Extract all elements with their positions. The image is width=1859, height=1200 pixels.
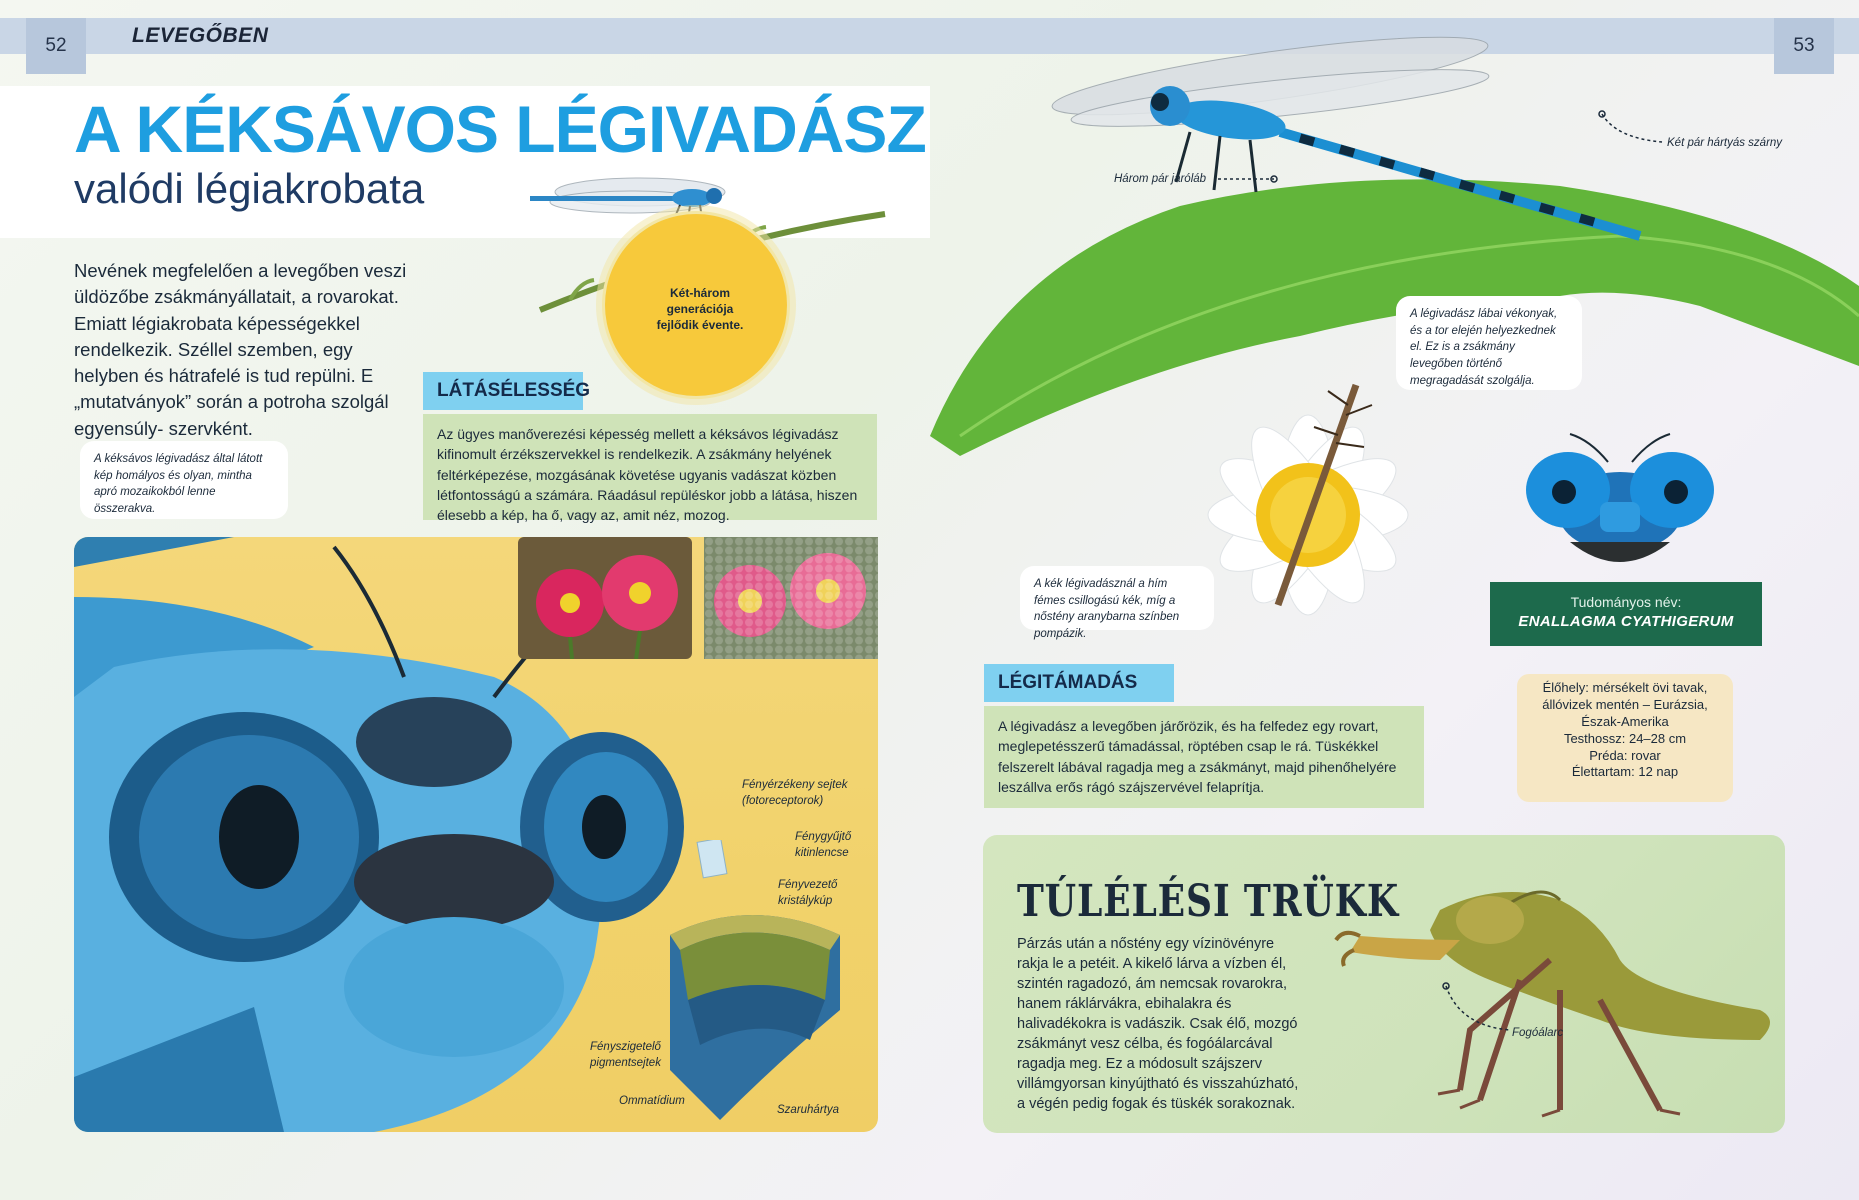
page-title: A KÉKSÁVOS LÉGIVADÁSZ (74, 92, 926, 166)
generations-text: Két-három generációja fejlődik évente. (656, 286, 744, 333)
label-wings: Két pár hártyás szárny (1667, 137, 1783, 149)
fact-habitat-1: Élőhely: mérsékelt övi tavak, (1542, 680, 1708, 695)
larva-illustration (1320, 840, 1790, 1130)
section-title: LEVEGŐBEN (132, 24, 269, 47)
flower-photo-sharp (518, 537, 692, 659)
intro-paragraph: Nevének megfelelően a levegőben veszi üldözőbe zsákmányállatait, a rovarokat. Emiatt légiakrobata képességekkel rendelkezik. Széllel szemben, egy helyben és hátrafelé is tud repülni. E „mutatványok” során a potroha szolgál egyensúly- szervként. (74, 260, 407, 439)
label-catching-mask: Fogóálarc (1512, 1027, 1564, 1039)
label-legs: Három pár járóláb (1114, 173, 1207, 185)
label-ommatidium: Ommatídium (619, 1095, 685, 1107)
label-crystal-cone: Fényvezető kristálykúp (778, 879, 838, 907)
survival-title: TÚLÉLÉSI TRÜKK (1017, 876, 1400, 927)
leader-line-legs (1218, 172, 1278, 186)
vision-note-bubble: A kéksávos légivadász által látott kép homályos és olyan, mintha apró mozaikokból lenne összerakva. (80, 441, 288, 519)
survival-text: Párzás után a nőstény egy vízinövényre rakja le a petéit. A kikelő lárva a vízben él, szintén ragadozó, ám nemcsak rovarokra, hanem ráklárvákra, ebihalakra és halivadékokra is vadászik. Csak élő, mozgó zsákmányt vesz célba, és fogóálarcával ragadja meg. Ez a módosult szájszerv villámgyorsan kinyújtható és visszahúzható, a végén pedig fogak és tüskék sorakoznak. (1017, 936, 1299, 1112)
dragonfly-face-illustration (1520, 432, 1720, 582)
species-facts (1517, 680, 1733, 781)
attack-tab: LÉGITÁMADÁS (984, 664, 1174, 702)
fact-body-length: Testhossz: 24–28 cm (1563, 730, 1687, 746)
fact-habitat-3: Észak-Amerika (1581, 713, 1669, 729)
page-number-right: 53 (1774, 18, 1834, 74)
label-photoreceptors: Fényérzékeny sejtek (fotoreceptorok) (742, 779, 848, 807)
label-lens: Fénygyűjtő kitinlencse (795, 831, 852, 859)
leader-line-wings (1596, 108, 1666, 146)
fact-prey: Préda: rovar (1589, 747, 1661, 763)
label-pigment-cells: Fényszigetelő pigmentsejtek (590, 1041, 661, 1069)
color-note-bubble: A kék légivadásznál a hím fémes csillogású kék, míg a nőstény aranybarna színben pompázik. (1020, 566, 1214, 630)
fact-habitat-2: állóvizek mentén – Eurázsia, (1542, 696, 1708, 712)
legs-note-bubble: A légivadász lábai vékonyak, és a tor elején helyezkednek el. Ez is a zsákmány levegőben történő megragadását szolgálja. (1396, 296, 1582, 390)
label-cornea: Szaruhártya (777, 1104, 840, 1116)
scientific-name: ENALLAGMA CYATHIGERUM (1518, 613, 1734, 630)
flower-photo-mosaic (704, 537, 878, 659)
vision-text-box: Az ügyes manőverezési képesség mellett a kéksávos légivadász kifinomult érzékszervekkel is rendelkezik. A zsákmány helyének feltérképezése, mozgásának követése ugyanis vadászat közben létfontosságú a számára. Ráadásul repüléskor jobb a látása, hiszen élesebb a kép, ha ő, vagy az, amit néz, mozog. (423, 414, 877, 520)
scientific-name-label: Tudományos név: (1570, 594, 1682, 610)
fact-lifespan: Élettartam: 12 nap (1571, 764, 1679, 780)
vision-tab: LÁTÁSÉLESSÉG (423, 372, 583, 410)
leader-line-mask (1440, 980, 1514, 1036)
page-subtitle: valódi légiakrobata (74, 165, 425, 212)
attack-text-box: A légivadász a levegőben járőrözik, és ha felfedez egy rovart, meglepetésszerű támadással, röptében csap le rá. Tüskékkel felszerelt lábával ragadja meg a zsákmányt, majd pihenőhelyére leszállva erős rágó szájszervével felaprítja. (984, 706, 1424, 808)
page-number-left: 52 (26, 18, 86, 74)
